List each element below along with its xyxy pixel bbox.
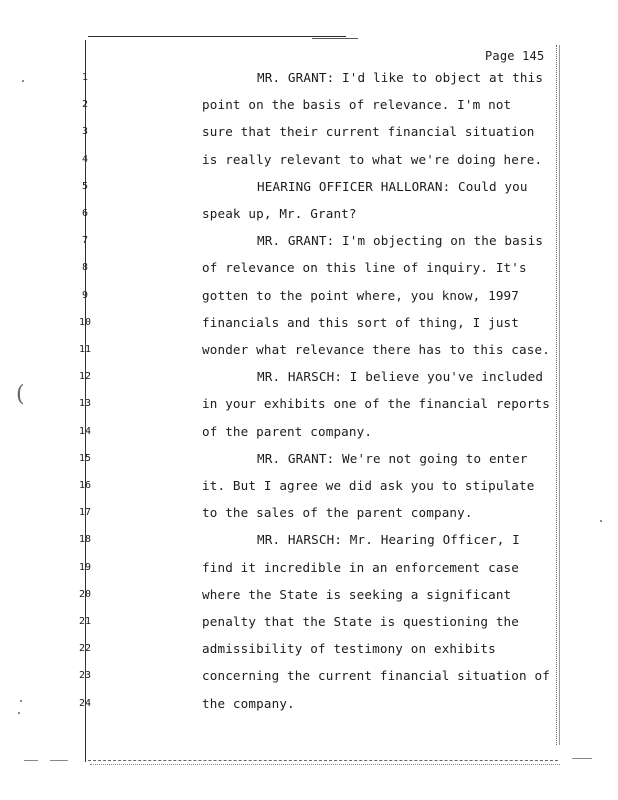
top-rule (88, 36, 346, 37)
line-number: 19 (78, 561, 92, 573)
bottom-rule (88, 760, 558, 761)
transcript-line: MR. GRANT: I'd like to object at this (257, 70, 544, 85)
line-number: 15 (78, 452, 92, 464)
right-margin-line-outer (559, 45, 560, 745)
scan-speck (18, 712, 20, 714)
right-margin-line (556, 45, 557, 745)
transcript-line: gotten to the point where, you know, 1997 (202, 287, 520, 303)
scan-paren-mark: ( (16, 382, 25, 407)
line-number: 9 (81, 289, 89, 301)
transcript-line: speak up, Mr. Grant? (202, 206, 357, 221)
transcript-line: financials and this sort of thing, I just (202, 314, 520, 330)
scan-speck (24, 760, 38, 761)
transcript-line: HEARING OFFICER HALLORAN: Could you (257, 178, 528, 194)
line-number: 24 (78, 697, 92, 709)
scan-speck (572, 758, 592, 759)
transcript-line: concerning the current financial situation of (202, 668, 550, 684)
transcript-line: in your exhibits one of the financial reports (202, 396, 550, 412)
transcript-line: penalty that the State is questioning the (202, 614, 520, 629)
transcript-line: sure that their current financial situation (202, 124, 535, 140)
line-number: 6 (81, 208, 89, 219)
line-number: 12 (78, 371, 92, 383)
scan-speck (20, 700, 22, 702)
line-number: 2 (81, 99, 89, 111)
bottom-rule-secondary (90, 764, 560, 765)
line-number: 5 (81, 180, 89, 192)
transcript-line: is really relevant to what we're doing here. (202, 151, 543, 167)
line-number: 17 (78, 507, 92, 519)
transcript-line: find it incredible in an enforcement case (202, 559, 520, 575)
transcript-line: of relevance on this line of inquiry. It's (202, 260, 527, 276)
transcript-line: admissibility of testimony on exhibits (202, 641, 496, 657)
line-number: 8 (81, 262, 89, 274)
line-number: 21 (78, 616, 92, 627)
line-number: 18 (78, 534, 92, 546)
scan-speck (50, 760, 68, 761)
line-number: 14 (78, 425, 92, 437)
line-number: 10 (78, 316, 92, 328)
transcript-line: of the parent company. (202, 423, 373, 439)
transcript-line: where the State is seeking a significant (202, 586, 512, 602)
line-number: 1 (81, 72, 89, 83)
transcript-line: MR. HARSCH: Mr. Hearing Officer, I (257, 532, 520, 548)
line-number: 22 (78, 643, 92, 655)
transcript-line: the company. (202, 695, 295, 711)
transcript-line: to the sales of the parent company. (202, 505, 473, 521)
line-number: 13 (78, 398, 92, 410)
line-number: 3 (81, 126, 89, 138)
line-number: 4 (81, 153, 89, 165)
page-number: Page 145 (485, 49, 545, 63)
line-number: 23 (78, 670, 92, 682)
line-number: 7 (81, 235, 89, 247)
transcript-line: MR. HARSCH: I believe you've included (257, 369, 544, 385)
transcript-line: it. But I agree we did ask you to stipulate (202, 478, 535, 493)
transcript-line: wonder what relevance there has to this case. (202, 342, 550, 357)
line-number: 20 (78, 588, 92, 600)
transcript-line: MR. GRANT: I'm objecting on the basis (257, 233, 544, 249)
scan-speck (600, 520, 602, 522)
transcript-line: point on the basis of relevance. I'm not (202, 97, 512, 113)
line-number: 16 (78, 480, 92, 491)
top-rule-tail (312, 38, 358, 39)
line-number: 11 (78, 344, 92, 355)
transcript-line: MR. GRANT: We're not going to enter (257, 450, 528, 466)
scan-speck (22, 80, 24, 82)
